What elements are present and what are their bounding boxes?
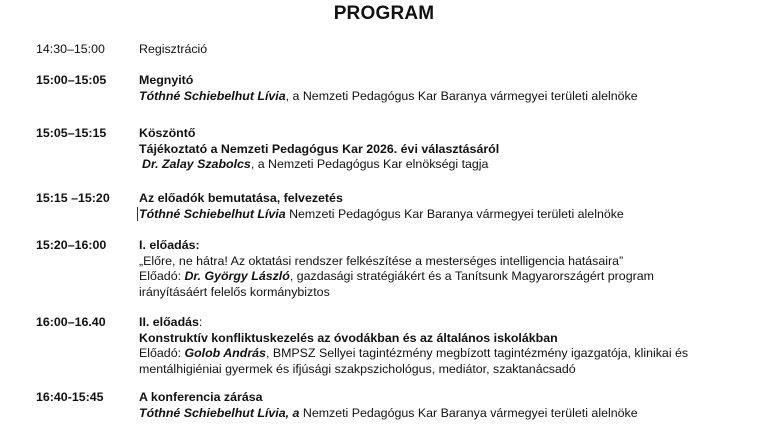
speaker-role: , BMPSZ Sellyei tagintézmény megbízott tagintézmény igazgatója, klinikai és mentálhigiéniai gyermek és ifjúsági szakpszichológus, mediátor, szaktanácsadó bbox=[139, 346, 689, 376]
speaker-name: Tóthné Schiebelhut Lívia bbox=[139, 206, 286, 221]
time-slot: 15:20–16:00 bbox=[36, 238, 107, 252]
speaker-name: Tóthné Schiebelhut Lívia, a bbox=[139, 405, 300, 420]
speaker-role: , a Nemzeti Pedagógus Kar elnökségi tagja bbox=[250, 157, 489, 171]
page-title: PROGRAM bbox=[333, 3, 435, 24]
item-label: Az előadók bemutatása, felvezetés bbox=[139, 191, 343, 205]
time-slot: 15:00–15:05 bbox=[36, 73, 107, 87]
item-subtitle: Tájékoztató a Nemzeti Pedagógus Kar 2026. évi választásáról bbox=[139, 141, 500, 156]
time-slot: 16:40-15:45 bbox=[36, 390, 104, 404]
time-slot: 14:30–15:00 bbox=[36, 42, 105, 56]
speaker-role: , gazdasági stratégiákért és a Tanítsunk Magyarországért program irányításáért felelős kormánybiztos bbox=[139, 269, 654, 299]
presenter-prefix: Előadó: bbox=[139, 346, 185, 360]
item-label: A konferencia zárása bbox=[139, 390, 263, 404]
speaker-name: Dr. Zalay Szabolcs bbox=[142, 157, 251, 171]
presenter-prefix: Előadó: bbox=[139, 269, 185, 283]
time-slot: 15:05–15:15 bbox=[36, 126, 107, 140]
time-slot: 16:00–16.40 bbox=[36, 315, 106, 329]
item-subtitle: Konstruktív konfliktuskezelés az óvodákban és az általános iskolákban bbox=[139, 330, 558, 345]
item-label: Regisztráció bbox=[139, 42, 208, 56]
item-subtitle: „Előre, ne hátra! Az oktatási rendszer felkészítése a mesterséges intelligencia hatásaira” bbox=[139, 253, 624, 268]
speaker-role: , a Nemzeti Pedagógus Kar Baranya vármegyei területi alelnöke bbox=[285, 88, 638, 103]
item-label-suffix: : bbox=[198, 315, 203, 329]
speaker-name: Golob András bbox=[184, 346, 266, 360]
item-label: Megnyitó bbox=[139, 73, 194, 87]
speaker-role: Nemzeti Pedagógus Kar Baranya vármegyei területi alelnöke bbox=[285, 206, 624, 221]
speaker-name: Tóthné Schiebelhut Lívia bbox=[139, 88, 286, 103]
item-label: I. előadás: bbox=[139, 238, 200, 252]
item-label: II. előadás bbox=[139, 315, 199, 329]
speaker-name: Dr. György László bbox=[184, 269, 290, 283]
speaker-role: Nemzeti Pedagógus Kar Baranya vármegyei területi alelnöke bbox=[299, 405, 638, 420]
item-label: Köszöntő bbox=[139, 126, 196, 140]
time-slot: 15:15 –15:20 bbox=[36, 191, 110, 205]
